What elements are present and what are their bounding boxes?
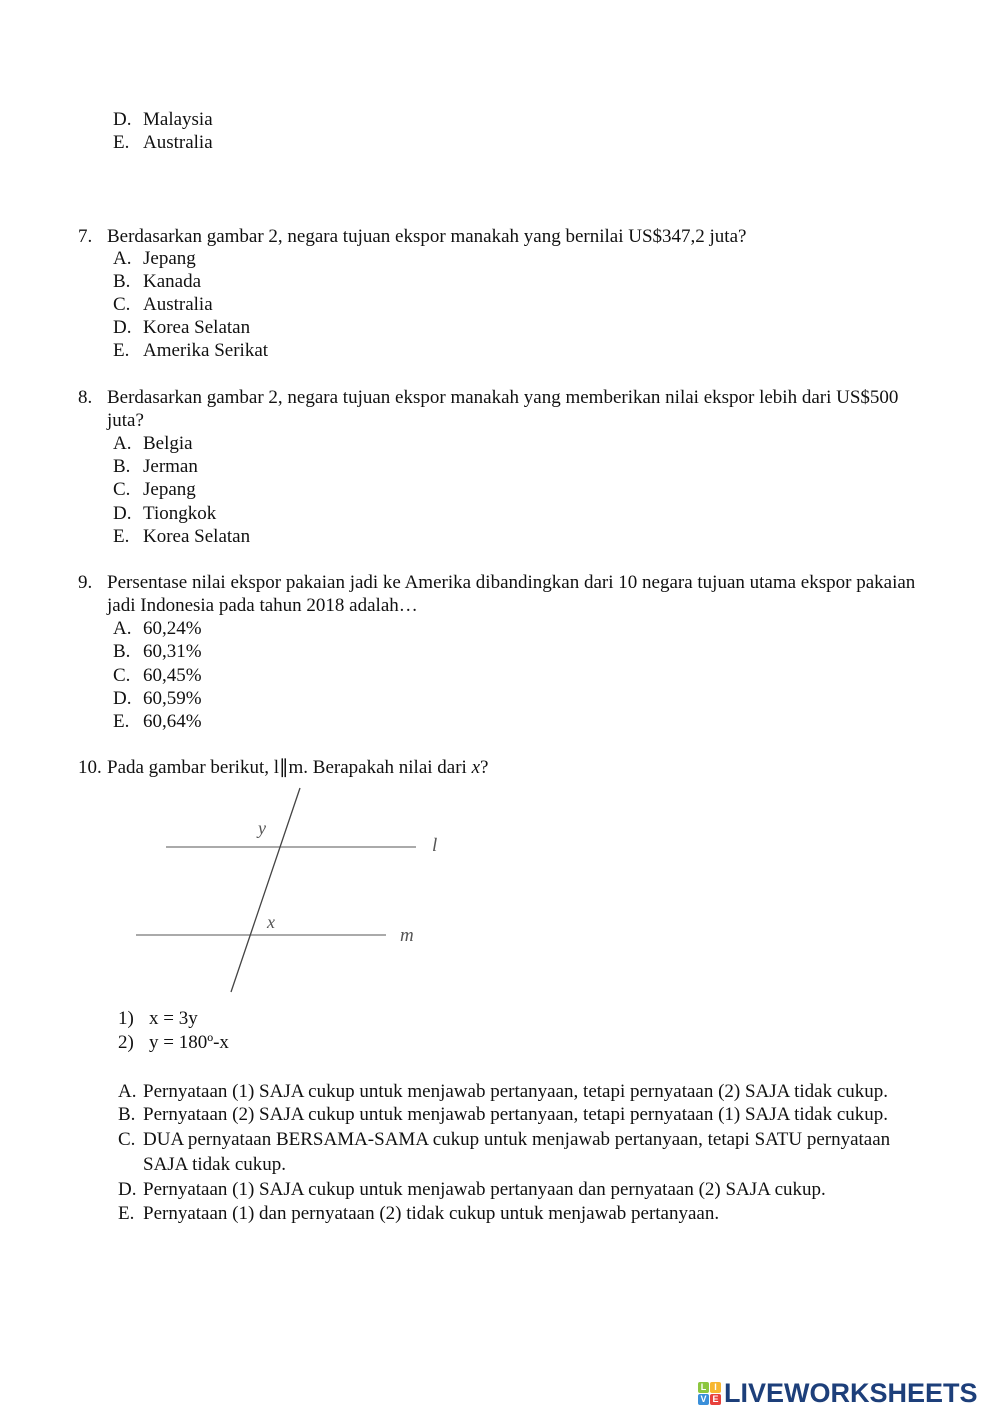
question-text [107, 756, 488, 779]
option-letter: B. [113, 456, 131, 477]
option-text: Malaysia [143, 109, 213, 130]
option-letter: E. [113, 711, 130, 732]
label-y: y [258, 818, 266, 838]
option-letter: E. [113, 340, 130, 361]
option-letter: E. [113, 526, 130, 547]
option-letter: E. [113, 132, 130, 153]
option-letter: C. [113, 294, 131, 315]
question-number: 7. [78, 226, 93, 247]
option-letter: A. [118, 1081, 137, 1102]
option-text: Jerman [143, 456, 198, 477]
logo-text: LIVEWORKSHEETS [724, 1378, 978, 1408]
option-letter: B. [118, 1104, 136, 1125]
option-text: Belgia [143, 433, 193, 454]
question-text-main: Pada gambar berikut, l∥m. Berapakah nilai dari [107, 757, 472, 778]
label-l: l [432, 835, 438, 856]
parallel-lines-diagram [120, 780, 460, 1000]
option-letter: B. [113, 641, 131, 662]
statement-text: x = 3y [149, 1008, 198, 1029]
option-letter: D. [118, 1179, 137, 1200]
question-text: juta? [107, 410, 144, 431]
question-mark: ? [480, 757, 489, 778]
option-text: Pernyataan (1) SAJA cukup untuk menjawab pertanyaan dan pernyataan (2) SAJA cukup. [143, 1179, 826, 1200]
question-text: Persentase nilai ekspor pakaian jadi ke Amerika dibandingkan dari 10 negara tujuan utama ekspor pakaian [107, 572, 916, 593]
option-letter: A. [113, 248, 132, 269]
option-letter: C. [113, 479, 131, 500]
option-text: Pernyataan (1) SAJA cukup untuk menjawab pertanyaan, tetapi pernyataan (2) SAJA tidak cukup. [143, 1081, 889, 1102]
liveworksheets-logo [698, 1378, 978, 1409]
option-letter: A. [113, 433, 132, 454]
question-text: Berdasarkan gambar 2, negara tujuan ekspor manakah yang memberikan nilai ekspor lebih dari US$500 [107, 387, 899, 408]
statement-number: 1) [118, 1008, 134, 1029]
option-letter: D. [113, 503, 132, 524]
option-text: Tiongkok [143, 503, 217, 524]
question-text: jadi Indonesia pada tahun 2018 adalah… [107, 595, 418, 616]
statement-number: 2) [118, 1032, 134, 1053]
logo-block: V [698, 1394, 709, 1405]
option-text: Amerika Serikat [143, 340, 269, 361]
option-letter: E. [118, 1203, 135, 1224]
option-letter: A. [113, 618, 132, 639]
logo-block: I [710, 1382, 721, 1393]
option-text: 60,45% [143, 665, 202, 686]
option-letter: C. [113, 665, 131, 686]
option-letter: D. [113, 109, 132, 130]
logo-blocks-icon [698, 1382, 721, 1405]
label-m: m [400, 925, 414, 946]
label-x: x [267, 912, 275, 932]
option-text: Korea Selatan [143, 317, 251, 338]
option-text: Jepang [143, 248, 196, 269]
option-text: Korea Selatan [143, 526, 251, 547]
option-text: 60,24% [143, 618, 202, 639]
variable-x: x [471, 757, 481, 778]
option-text: Kanada [143, 271, 202, 292]
option-text: Pernyataan (2) SAJA cukup untuk menjawab pertanyaan, tetapi pernyataan (1) SAJA tidak cukup. [143, 1104, 889, 1125]
option-text: 60,64% [143, 711, 202, 732]
question-text: Berdasarkan gambar 2, negara tujuan ekspor manakah yang bernilai US$347,2 juta? [107, 226, 747, 247]
logo-block: L [698, 1382, 709, 1393]
option-text: Australia [143, 132, 213, 153]
option-text: DUA pernyataan BERSAMA-SAMA cukup untuk menjawab pertanyaan, tetapi SATU pernyataan [143, 1129, 891, 1150]
option-text: 60,31% [143, 641, 202, 662]
option-text: 60,59% [143, 688, 202, 709]
option-text: Pernyataan (1) dan pernyataan (2) tidak cukup untuk menjawab pertanyaan. [143, 1203, 720, 1224]
option-text: Jepang [143, 479, 196, 500]
option-text: Australia [143, 294, 213, 315]
question-number: 9. [78, 572, 93, 593]
logo-block: E [710, 1394, 721, 1405]
option-letter: D. [113, 317, 132, 338]
question-number: 10. [78, 757, 102, 778]
question-number: 8. [78, 387, 93, 408]
option-letter: B. [113, 271, 131, 292]
statement-text: y = 180º-x [149, 1032, 229, 1053]
option-letter: D. [113, 688, 132, 709]
option-text-continued: SAJA tidak cukup. [143, 1154, 287, 1175]
option-letter: C. [118, 1129, 136, 1150]
